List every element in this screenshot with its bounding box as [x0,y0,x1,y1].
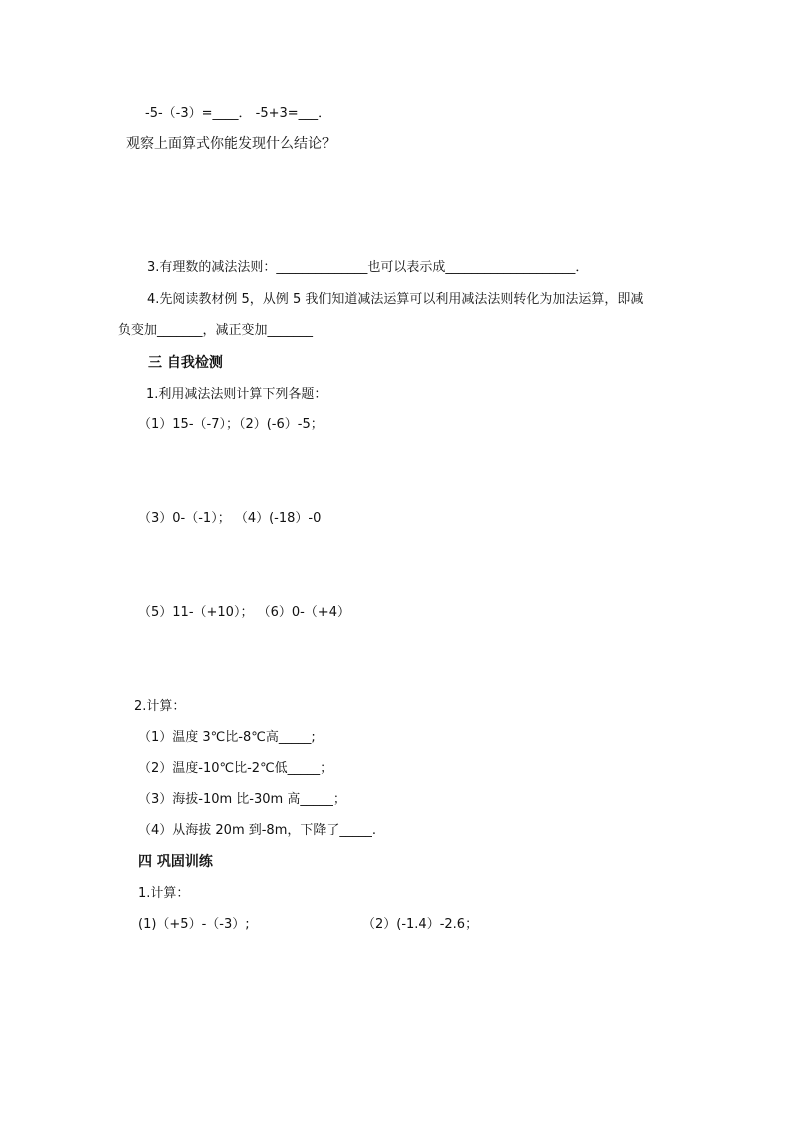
practice-1-item-1: (1)（+5）-（-3）; [138,917,250,932]
exercise-2-item-4: （4）从海拔 20m 到-8m，下降了_____. [138,823,376,838]
rule-fill-in: 3.有理数的减法法则：______________也可以表示成____________________． [147,260,589,275]
observation-question: 观察上面算式你能发现什么结论？ [126,136,336,152]
practice-1-title: 1.计算： [138,886,190,901]
exercise-1-items-1-2: （1）15-（-7）；（2）(-6）-5； [138,417,324,432]
practice-1-item-2: （2）(-1.4）-2.6； [362,917,479,932]
section-three-heading: 三 自我检测 [148,355,223,371]
exercise-1-title: 1.利用减法法则计算下列各题： [146,387,328,402]
exercise-1-items-3-4: （3）0-（-1）； （4）(-18）-0 [138,511,322,526]
blank-line-subtraction-examples: -5-（-3）=____． -5+3=___． [145,106,332,121]
exercise-2-item-1: （1）温度 3℃比-8℃高_____; [138,730,316,745]
exercise-2-item-3: （3）海拔-10m 比-30m 高_____； [138,792,346,807]
exercise-2-title: 2.计算： [134,699,186,714]
example-fill-in: 负变加_______，减正变加_______ [118,323,314,338]
example-instruction: 4.先阅读教材例 5，从例 5 我们知道减法运算可以利用减法法则转化为加法运算，即减 [147,292,644,307]
exercise-1-items-5-6: （5）11-（+10）； （6）0-（+4） [138,605,350,620]
exercise-2-item-2: （2）温度-10℃比-2℃低_____； [138,761,334,776]
section-four-heading: 四 巩固训练 [138,854,213,870]
